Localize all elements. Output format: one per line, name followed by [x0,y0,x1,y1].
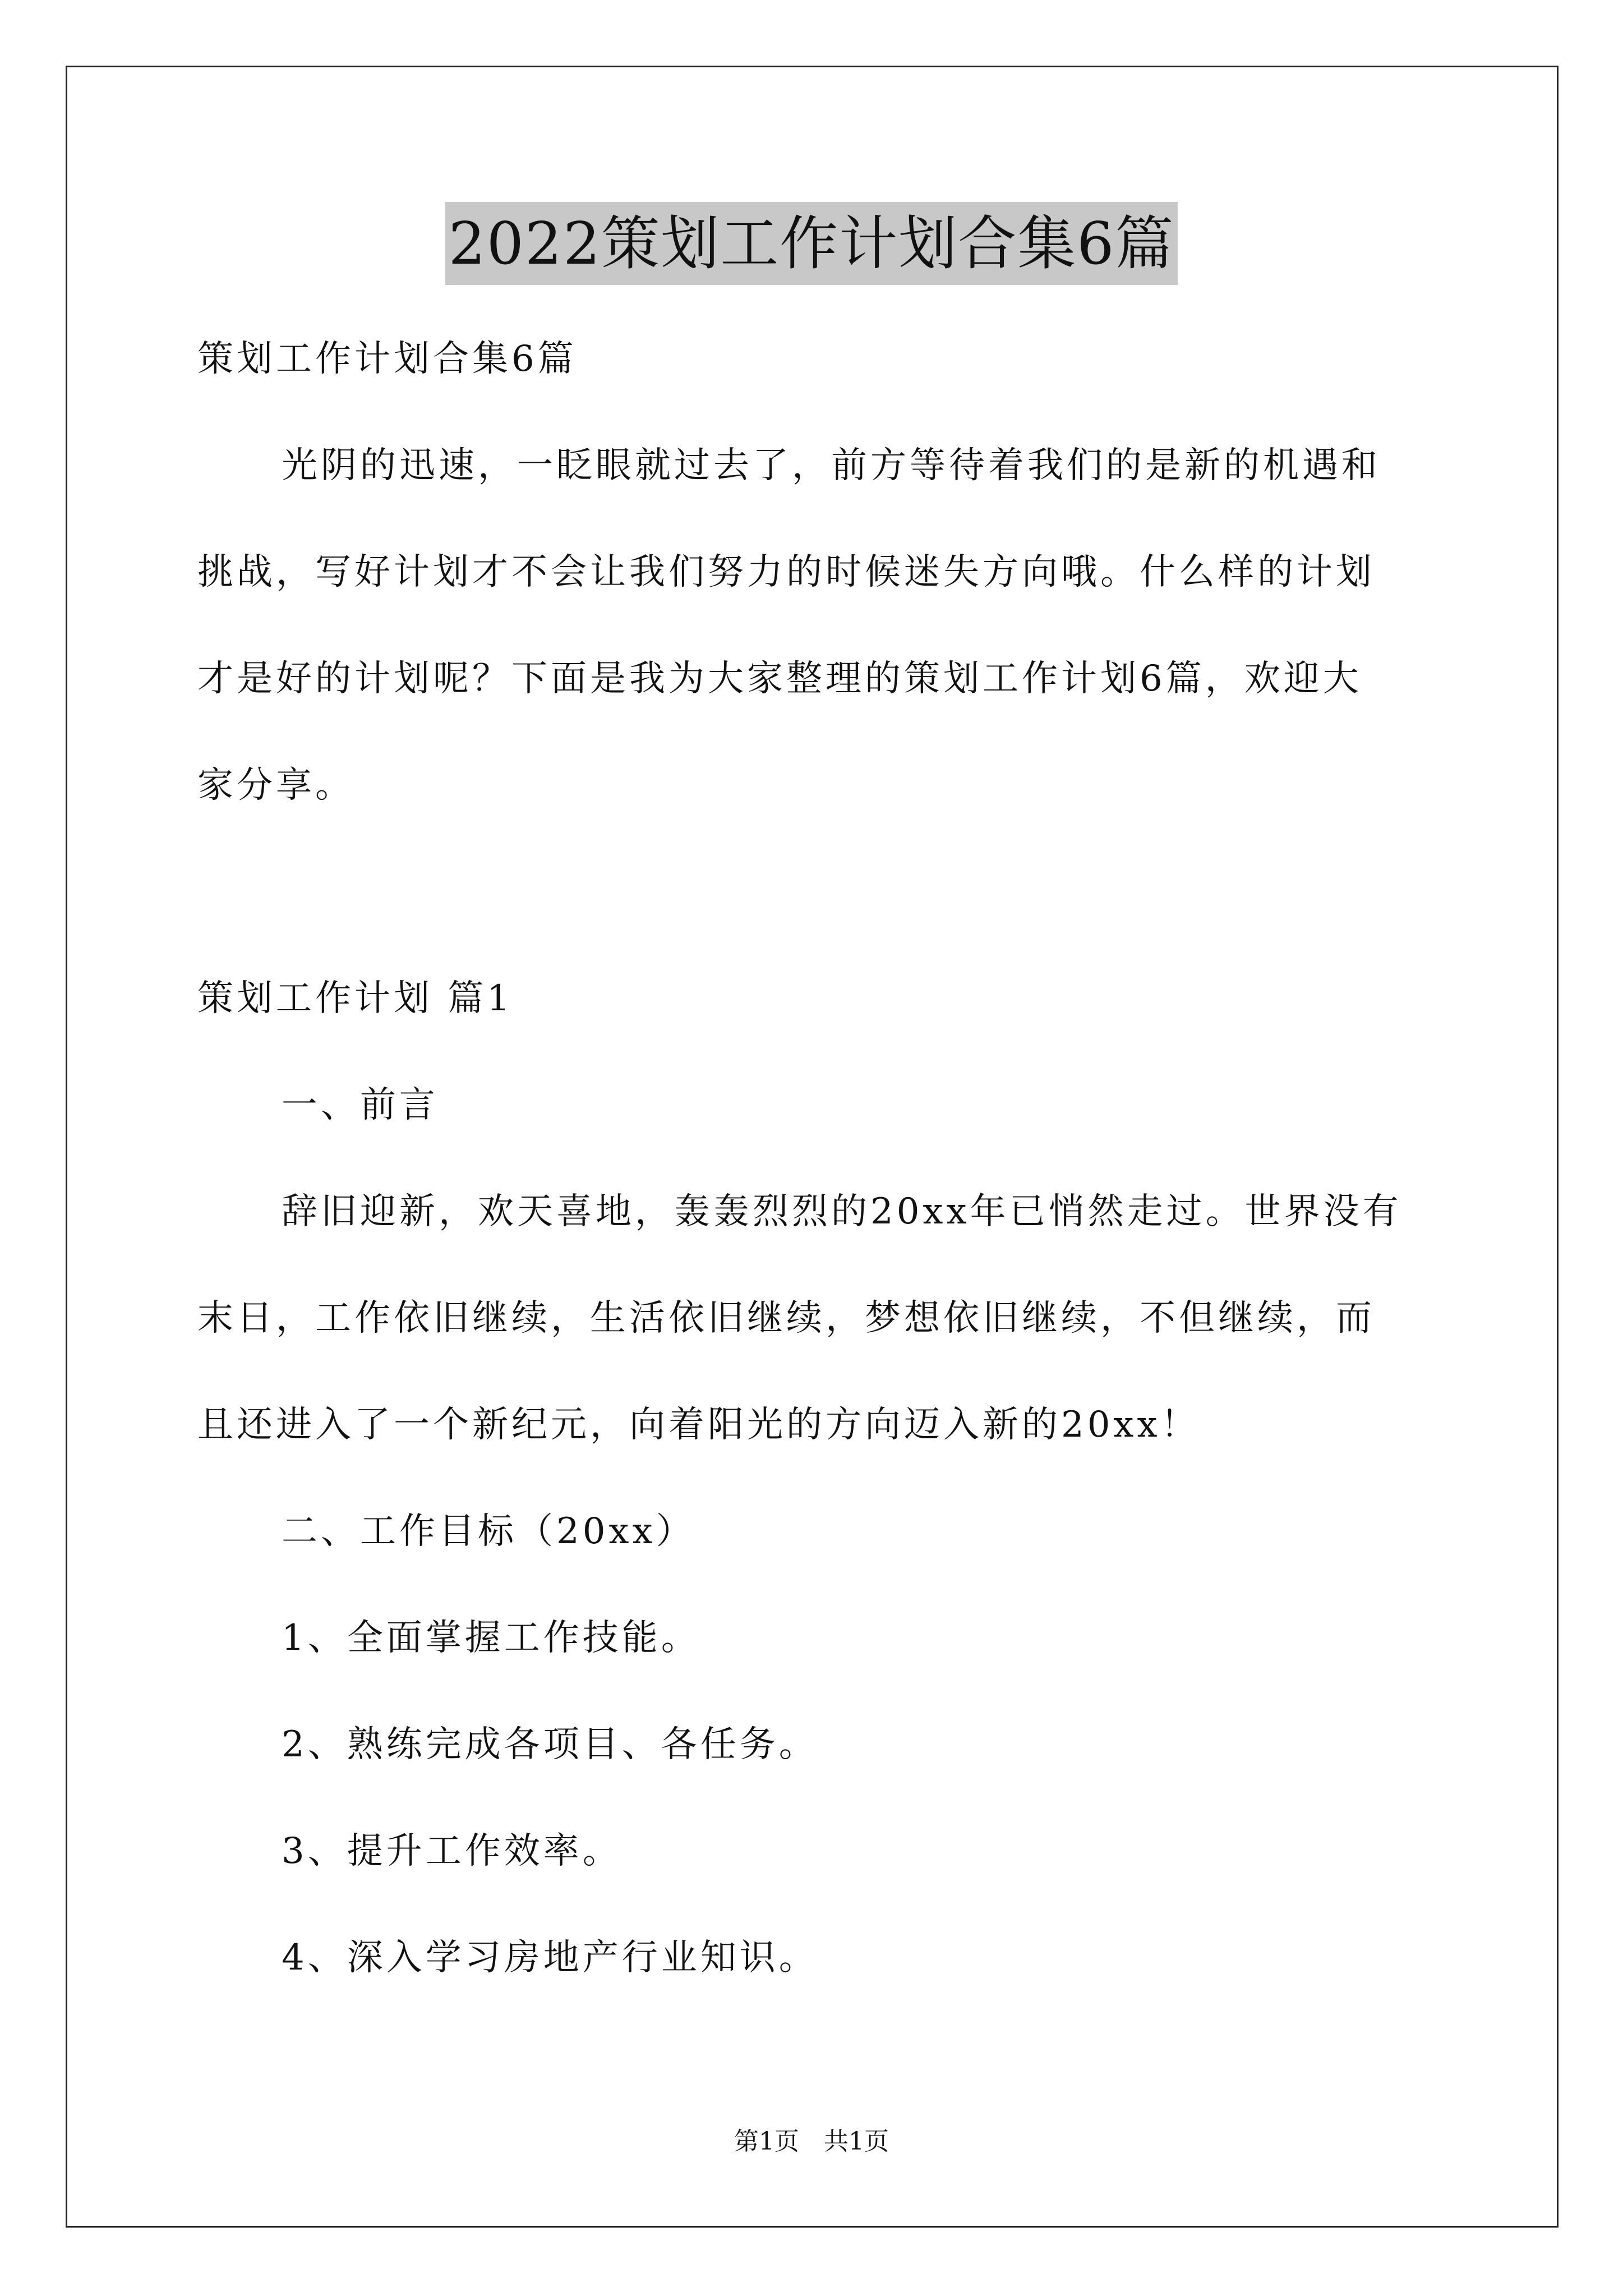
goals-heading: 二、工作目标（20xx） [282,1511,695,1552]
preface-line-2: 末日，工作依旧继续，生活依旧继续，梦想依旧继续，不但继续，而 [197,1297,1375,1339]
section-heading: 策划工作计划 篇1 [197,978,514,1019]
intro-line-4: 家分享。 [197,765,354,806]
document-title: 2022策划工作计划合集6篇 [445,202,1178,285]
preface-heading: 一、前言 [282,1084,439,1126]
goal-item: 4、深入学习房地产行业知识。 [282,1937,818,1978]
goal-item: 2、熟练完成各项目、各任务。 [282,1724,818,1765]
page-footer: 第1页 共1页 [734,2127,889,2156]
page-border [66,66,1559,2228]
title-wrapper [0,202,1623,285]
goal-item: 1、全面掌握工作技能。 [282,1617,700,1659]
document-subtitle: 策划工作计划合集6篇 [197,338,577,380]
goal-item: 3、提升工作效率。 [282,1830,622,1872]
intro-line-1: 光阴的迅速，一眨眼就过去了，前方等待着我们的是新的机遇和 [282,445,1381,486]
intro-line-3: 才是好的计划呢？下面是我为大家整理的策划工作计划6篇，欢迎大 [197,658,1362,700]
intro-line-2: 挑战，写好计划才不会让我们努力的时候迷失方向哦。什么样的计划 [197,551,1375,593]
preface-line-3: 且还进入了一个新纪元，向着阳光的方向迈入新的20xx！ [197,1404,1200,1446]
preface-line-1: 辞旧迎新，欢天喜地，轰轰烈烈的20xx年已悄然走过。世界没有 [282,1191,1402,1232]
